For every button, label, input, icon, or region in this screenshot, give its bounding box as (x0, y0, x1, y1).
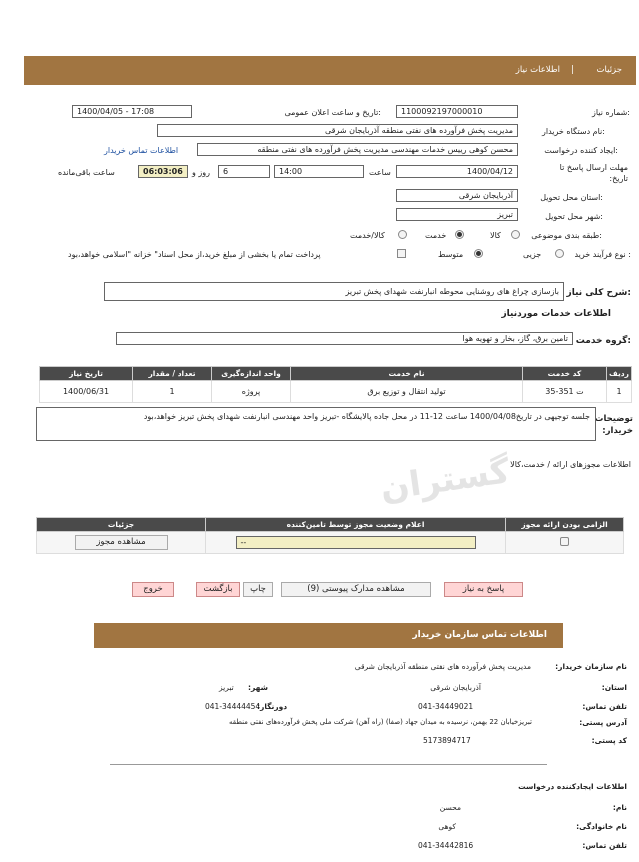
process-type-label: نوع فرآیند خرید : (574, 250, 631, 259)
days-field: 6 (218, 165, 270, 178)
cell-required (506, 532, 624, 554)
required-checkbox[interactable] (560, 537, 569, 546)
contact-title: اطلاعات تماس سازمان خریدار (412, 630, 547, 640)
deadline-date-field: 1400/04/12 (396, 165, 518, 178)
process-partial-radio[interactable] (555, 249, 564, 258)
service-group-field: تامین برق، گاز، بخار و تهویه هوا (116, 332, 573, 345)
cell-unit: پروژه (212, 381, 291, 403)
cell-code: ت 351-35 (523, 381, 607, 403)
creator-family-value: کوهی (438, 822, 456, 831)
contact-province-label: استان: (601, 683, 627, 692)
summary-field: بازسازی چراغ های روشنایی محوطه انبارنفت شهدای پخش تبریز (104, 282, 564, 301)
creator-phone-label: تلفن تماس: (582, 841, 627, 850)
remaining-time-field: 06:03:06 (138, 165, 188, 178)
category-both-radio[interactable] (398, 230, 407, 239)
col-date: تاریخ نیاز (40, 367, 133, 381)
deadline-label: مهلت ارسال پاسخ تا تاریخ: (559, 163, 628, 183)
contact-address-label: آدرس پستی: (579, 718, 627, 727)
cell-qty: 1 (133, 381, 212, 403)
permit-status-field[interactable]: -- (236, 536, 476, 549)
cell-details (37, 532, 206, 554)
contact-fax-value: 041-34444454 (205, 702, 261, 711)
cell-date: 1400/06/31 (40, 381, 133, 403)
category-both-label: کالا/خدمت (350, 231, 385, 240)
contact-divider (110, 764, 547, 765)
back-button[interactable]: بازگشت (196, 582, 240, 597)
contact-header (94, 623, 563, 648)
announce-date-label: تاریخ و ساعت اعلان عمومی: (284, 108, 381, 117)
table-row (37, 532, 624, 554)
services-table-header (40, 367, 632, 381)
print-button[interactable]: چاپ (243, 582, 273, 597)
header-title[interactable]: جزئیات (596, 65, 622, 75)
announce-date-field: 1400/04/05 - 17:08 (72, 105, 192, 118)
cell-status (206, 532, 506, 554)
permits-title: اطلاعات مجوزهای ارائه / خدمت،کالا (510, 460, 631, 469)
province-field: آذربایجان شرقی (396, 189, 518, 202)
treasury-payment-note: پرداخت تمام یا بخشی از مبلغ خرید،از محل اسناد" خزانه "اسلامی خواهد،بود (68, 250, 321, 259)
exit-button[interactable]: خروج (132, 582, 174, 597)
need-number-field: 1100092197000010 (396, 105, 518, 118)
creator-name-value: محسن (439, 803, 461, 812)
creator-label: ایجاد کننده درخواست: (544, 146, 618, 155)
view-permit-button[interactable]: مشاهده مجوز (75, 535, 168, 550)
reply-button[interactable]: پاسخ به نیاز (444, 582, 523, 597)
process-partial-label: جزیی (523, 250, 542, 259)
contact-fax-label: دورنگار: (257, 702, 288, 711)
col-details: جزئیات (37, 518, 206, 532)
category-label: طبقه بندی موضوعی: (531, 231, 602, 240)
city-label: شهر محل تحویل: (545, 212, 603, 221)
col-qty: تعداد / مقدار (133, 367, 212, 381)
process-medium-label: متوسط (438, 250, 464, 259)
summary-label: شرح کلی نیاز: (566, 288, 631, 298)
col-row: ردیف (607, 367, 632, 381)
org-name-label: نام سازمان خریدار: (555, 662, 627, 671)
permits-table (36, 517, 624, 554)
category-service-radio[interactable] (455, 230, 464, 239)
buyer-name-field: مدیریت پخش فرآورده های نفتی منطقه آذربایجان شرقی (157, 124, 518, 137)
contact-phone-value: 041-34449021 (418, 702, 474, 711)
category-goods-label: کالا (490, 231, 501, 240)
category-goods-radio[interactable] (511, 230, 520, 239)
creator-info-title: اطلاعات ایجادکننده درخواست (518, 782, 627, 791)
contact-postal-label: کد پستی: (591, 736, 627, 745)
col-status: اعلام وضعیت مجوز توسط تامین‌کننده (206, 518, 506, 532)
buyer-name-label: نام دستگاه خریدار: (541, 127, 605, 136)
services-title: اطلاعات خدمات موردنیاز (501, 309, 611, 319)
days-label: روز و (192, 168, 210, 177)
creator-phone-value: 041-34442816 (418, 841, 474, 850)
cell-name: تولید انتقال و توزیع برق (291, 381, 523, 403)
contact-postal-value: 5173894717 (423, 736, 471, 745)
services-table (39, 366, 632, 403)
buyer-notes-field: جلسه توجیهی در تاریخ1400/04/08 ساعت 12-11 در محل جاده پالایشگاه -تبریز واحد مهندسی انبارنفت شهدای پخش تبریز خواهد،بود (36, 407, 596, 441)
category-service-label: خدمت (425, 231, 447, 240)
creator-name-label: نام: (612, 803, 627, 812)
header-separator: | (571, 65, 574, 75)
col-required: الزامی بودن ارائه مجوز (506, 518, 624, 532)
treasury-payment-checkbox[interactable] (397, 249, 406, 258)
page-header (24, 56, 636, 85)
header-need-info[interactable]: اطلاعات نیاز (515, 65, 560, 75)
contact-province-value: آذربایجان شرقی (430, 683, 481, 692)
creator-field: محسن کوهی رییس خدمات مهندسی مدیریت پخش فرآورده های نفتی منطقه (197, 143, 518, 156)
contact-phone-label: تلفن تماس: (582, 702, 627, 711)
city-field: تبریز (396, 208, 518, 221)
deadline-time-field: 14:00 (274, 165, 364, 178)
deadline-time-label: ساعت (369, 168, 391, 177)
col-unit: واحد اندازه‌گیری (212, 367, 291, 381)
contact-address-value: تبریزخیابان 22 بهمن، نرسیده به میدان جهاد (صفا) (راه آهن) شرکت ملی پخش فرآورده‌های نفتی منطقه (229, 718, 532, 726)
col-name: نام خدمت (291, 367, 523, 381)
cell-row: 1 (607, 381, 632, 403)
remaining-label: ساعت باقی‌مانده (58, 168, 115, 177)
attachments-button[interactable]: مشاهده مدارک پیوستی (9) (281, 582, 431, 597)
permits-table-header (37, 518, 624, 532)
contact-city-label: شهر: (248, 683, 268, 692)
contact-city-value: تبریز (219, 683, 234, 692)
need-number-label: شماره نیاز: (591, 108, 630, 117)
province-label: استان محل تحویل: (540, 193, 603, 202)
buyer-notes-label: توضیحات خریدار: (594, 414, 633, 436)
creator-family-label: نام خانوادگی: (576, 822, 627, 831)
org-name-value: مدیریت پخش فرآورده های نفتی منطقه آذربایجان شرقی (354, 662, 531, 671)
table-row (40, 381, 632, 403)
service-group-label: گروه خدمت: (575, 336, 631, 346)
col-code: کد خدمت (523, 367, 607, 381)
buyer-contact-link[interactable]: اطلاعات تماس خریدار (104, 146, 179, 155)
watermark-text: گستران (377, 451, 513, 509)
process-medium-radio[interactable] (474, 249, 483, 258)
